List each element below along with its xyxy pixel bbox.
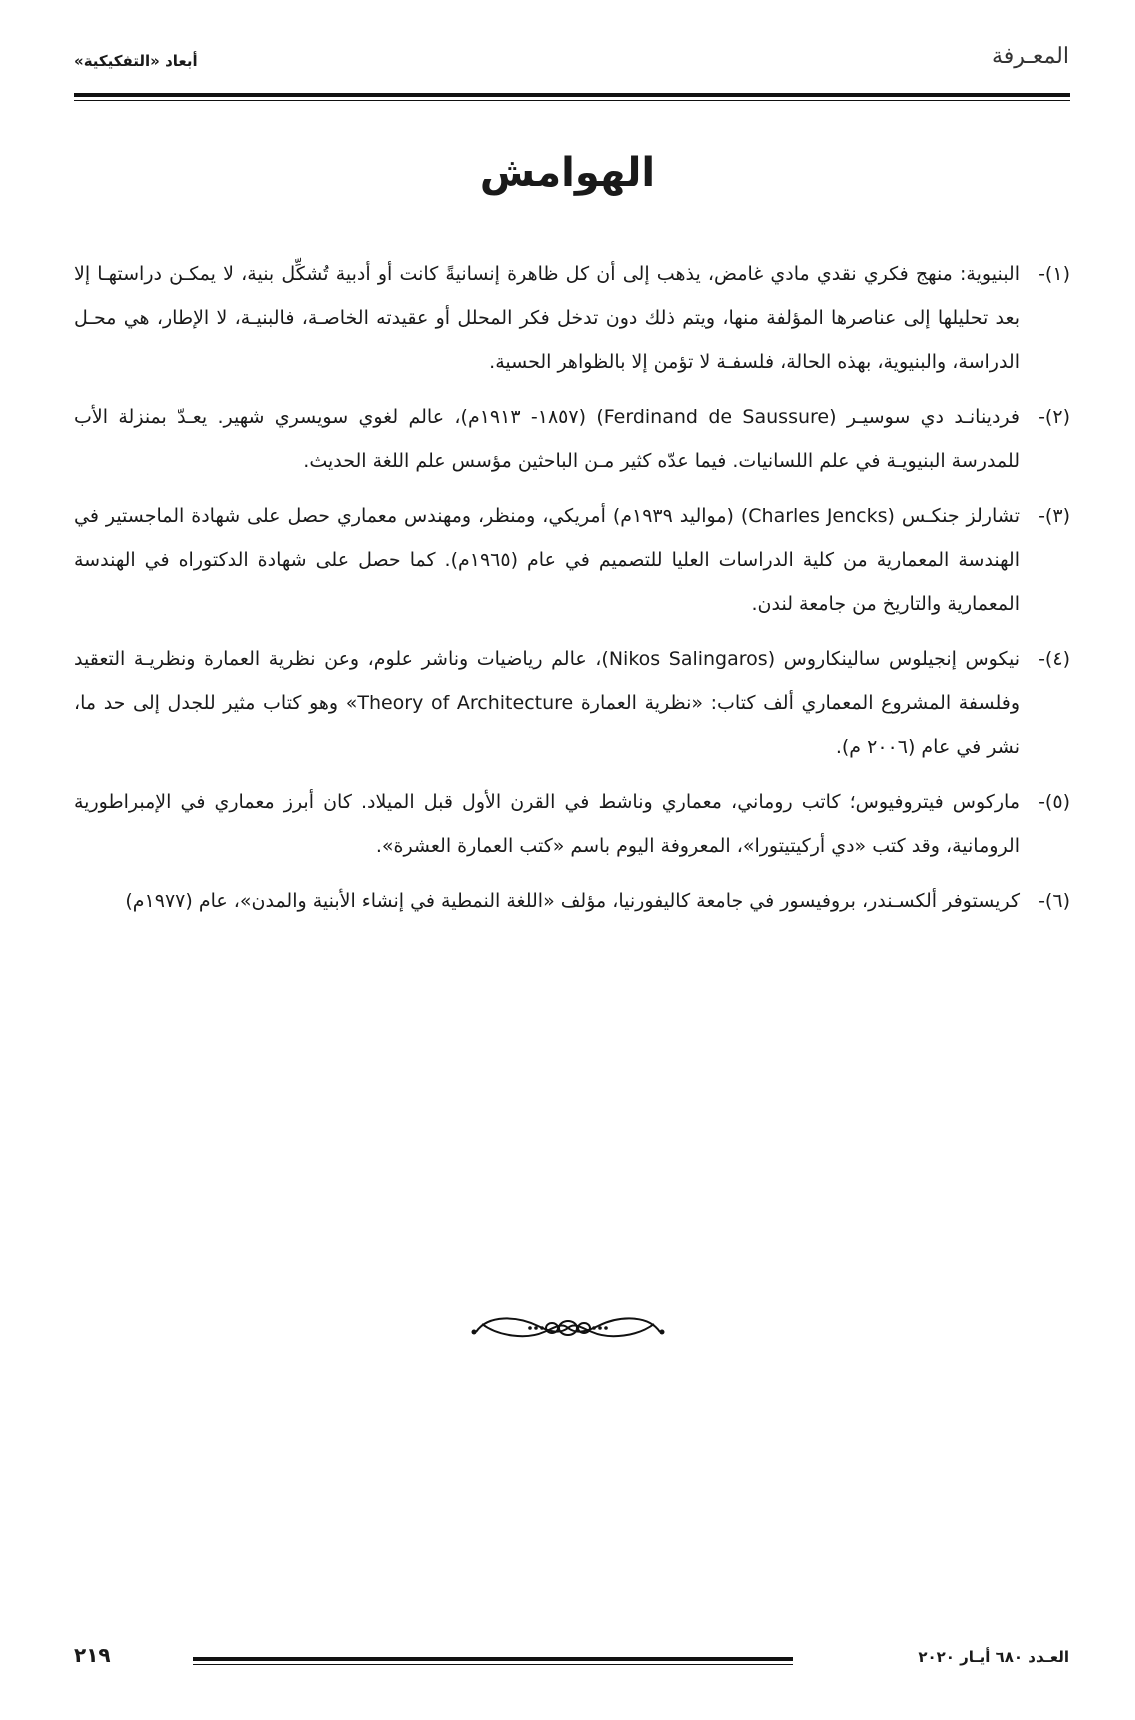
footnote-number: (٢)- [1038, 406, 1070, 428]
footnote-item [74, 395, 1070, 483]
footnote-text: البنيوية: منهج فكري نقدي مادي غامض، يذهب إلى أن كل ظاهرة إنسانيةً كانت أو أدبية تُشكِّل بنية، لا يمكـن دراستهـا إلا بعد تحليلها إلى عناصرها المؤلفة منها، ويتم ذلك دون تدخل فكر المحلل أو عقيدته الخاصـة، فالبنيـة، لا الإطار، هي محـل الدراسة، والبنيوية، بهذه الحالة، فلسفـة لا تؤمن إلا بالظواهر الحسية. [74, 263, 1020, 373]
footnote-text: كريستوفر ألكسـندر، بروفيسور في جامعة كاليفورنيا، مؤلف «اللغة النمطية في إنشاء الأبنية والمدن»، عام (١٩٧٧م) [125, 890, 1020, 912]
footnote-number: (٣)- [1038, 505, 1070, 527]
footnote-text: نيكوس إنجيلوس سالينكاروس (Nikos Salingaros)، عالم رياضيات وناشر علوم، وعن نظرية العمارة ونظريـة التعقيد وفلسفة المشروع المعماري ألف كتاب: «نظرية العمارة Theory of Architecture» وهو كتاب مثير للجدل إلى حد ما، نشر في عام (٢٠٠٦ م). [74, 648, 1021, 758]
footnotes-list [74, 252, 1070, 934]
footer-rule-thin [193, 1664, 793, 1665]
footnote-number: (١)- [1038, 263, 1070, 285]
footnote-number: (٦)- [1038, 890, 1070, 912]
header-rule-thin [74, 100, 1070, 101]
page-title: الهوامش [479, 150, 656, 196]
ornament-divider [468, 1306, 668, 1350]
issue-info: العـدد ٦٨٠ أيـار ٢٠٢٠ [918, 1648, 1069, 1666]
footnote-text: فردينانـد دي سوسيـر (Ferdinand de Saussure) (١٨٥٧- ١٩١٣م)، عالم لغوي سويسري شهير. يعـدّ بمنزلة الأب للمدرسة البنيويـة في علم اللسانيات. فيما عدّه كثير مـن الباحثين مؤسس علم اللغة الحديث. [74, 406, 1021, 472]
footnote-item [74, 780, 1070, 868]
footnote-item [74, 637, 1070, 769]
footnote-item [74, 494, 1070, 626]
footer-rule-thick [193, 1657, 793, 1661]
running-header-title: أبعاد «التفكيكية» [74, 52, 198, 70]
footnote-number: (٤)- [1038, 648, 1070, 670]
journal-logo: المعـرفة [991, 44, 1069, 69]
header-rule-thick [74, 93, 1070, 97]
footnote-text: تشارلز جنكـس (Charles Jencks) (مواليد ١٩٣٩م) أمريكي، ومنظر، ومهندس معماري حصل على شهادة الماجستير في الهندسة المعمارية من كلية الدراسات العليا للتصميم في عام (١٩٦٥م). كما حصل على شهادة الدكتوراه في الهندسة المعمارية والتاريخ من جامعة لندن. [74, 505, 1021, 615]
page-number: ٢١٩ [74, 1643, 111, 1667]
footnote-item [74, 252, 1070, 384]
footnote-item [74, 879, 1070, 923]
footnote-text: ماركوس فيتروفيوس؛ كاتب روماني، معماري وناشط في القرن الأول قبل الميلاد. كان أبرز معماري في الإمبراطورية الرومانية، وقد كتب «دي أركيتيتورا»، المعروفة اليوم باسم «كتب العمارة العشرة». [74, 791, 1020, 857]
footnote-number: (٥)- [1038, 791, 1070, 813]
